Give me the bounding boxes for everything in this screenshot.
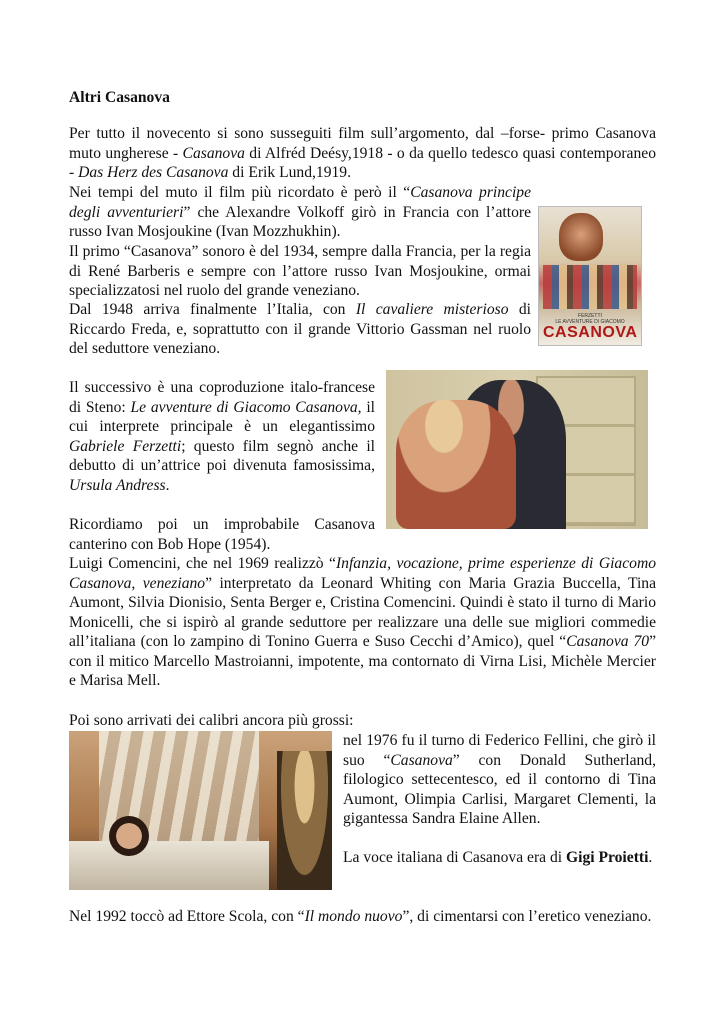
paragraph-proietti: La voce italiana di Casanova era di Gigi Proietti.: [343, 849, 653, 866]
paragraph-bob-hope: Ricordiamo poi un improbabile Casanova canterino con Bob Hope (1954).: [69, 516, 375, 553]
casanova-poster-image: [538, 206, 642, 346]
fellini-film-still-image: [69, 731, 332, 890]
page-title: Altri Casanova: [69, 89, 170, 106]
poster-face: [559, 213, 603, 261]
paragraph-comencini-monicelli: Luigi Comencini, che nel 1969 realizzò “Infanzia, vocazione, prime esperienze di Giacomo Casanova, veneziano” interpretato da Leonard Whiting con Maria Grazia Buccella, Tina Aumont, Silvia Dionisio, Senta Berger e, Cristina Comencini. Quindi è stato il turno di Mario Monicelli, che si ispirò al grande seduttore per realizzare una delle sue migliori commedie all’italiana (con lo zampino di Tonino Guerra e Suso Cecchi d’Amico), quel “Casanova 70” con il mitico Marcello Mastroianni, impotente, ma contornato di Virna Lisi, Michèle Mercier e Marisa Mell.: [69, 555, 657, 689]
ferzetti-film-still-image: [386, 370, 648, 529]
paragraph-silent-era: Nei tempi del muto il film più ricordato è però il “Casanova principe degli avventurieri” che Alexandre Volkoff girò in Francia con l’attore russo Ivan Mosjoukine (Ivan Mozzhukhin).: [69, 184, 531, 240]
paragraph-intro: Per tutto il novecento si sono susseguiti film sull’argomento, dal –forse- primo Casanova muto ungherese - Casanova di Alfréd Deésy,1918 - o da quello tedesco quasi contemporaneo - Das Herz des Casanova di Erik Lund,1919.: [69, 125, 656, 181]
paragraph-italy-1948: Dal 1948 arriva finalmente l’Italia, con Il cavaliere misterioso di Riccardo Freda, e, soprattutto con il grande Vittorio Gassman nel ruolo del seduttore veneziano.: [69, 301, 531, 357]
still-figure-head: [109, 816, 149, 856]
still-figure-side: [277, 751, 332, 890]
poster-title: CASANOVA: [543, 324, 638, 341]
paragraph-fellini: nel 1976 fu il turno di Federico Fellini, che girò il suo “Casanova” con Donald Sutherland, filologico settecentesco, ed il contorno di Tina Aumont, Olimpia Carlisi, Margaret Clementi, la gigantessa Sandra Elaine Allen.: [343, 732, 657, 827]
poster-subtitle: FERZETTI LE AVVENTURE DI GIACOMO: [555, 313, 625, 325]
still-actress: [396, 400, 516, 529]
poster-crowd: [543, 265, 637, 309]
paragraph-first-sound: Il primo “Casanova” sonoro è del 1934, sempre dalla Francia, per la regia di René Barberis e sempre con l’attore russo Ivan Mosjoukine, ormai specializzatosi nel ruolo del grande veneziano.: [69, 243, 531, 299]
paragraph-bigger-calibers: Poi sono arrivati dei calibri ancora più grossi:: [69, 712, 354, 729]
paragraph-steno: Il successivo è una coproduzione italo-francese di Steno: Le avventure di Giacomo Casanova, il cui interprete principale è un elegantissimo Gabriele Ferzetti; questo film segnò anche il debutto di un’attrice poi divenuta famosissima, Ursula Andress.: [69, 379, 375, 494]
paragraph-scola: Nel 1992 toccò ad Ettore Scola, con “Il mondo nuovo”, di cimentarsi con l’eretico veneziano.: [69, 908, 652, 925]
still-bed: [69, 841, 269, 890]
